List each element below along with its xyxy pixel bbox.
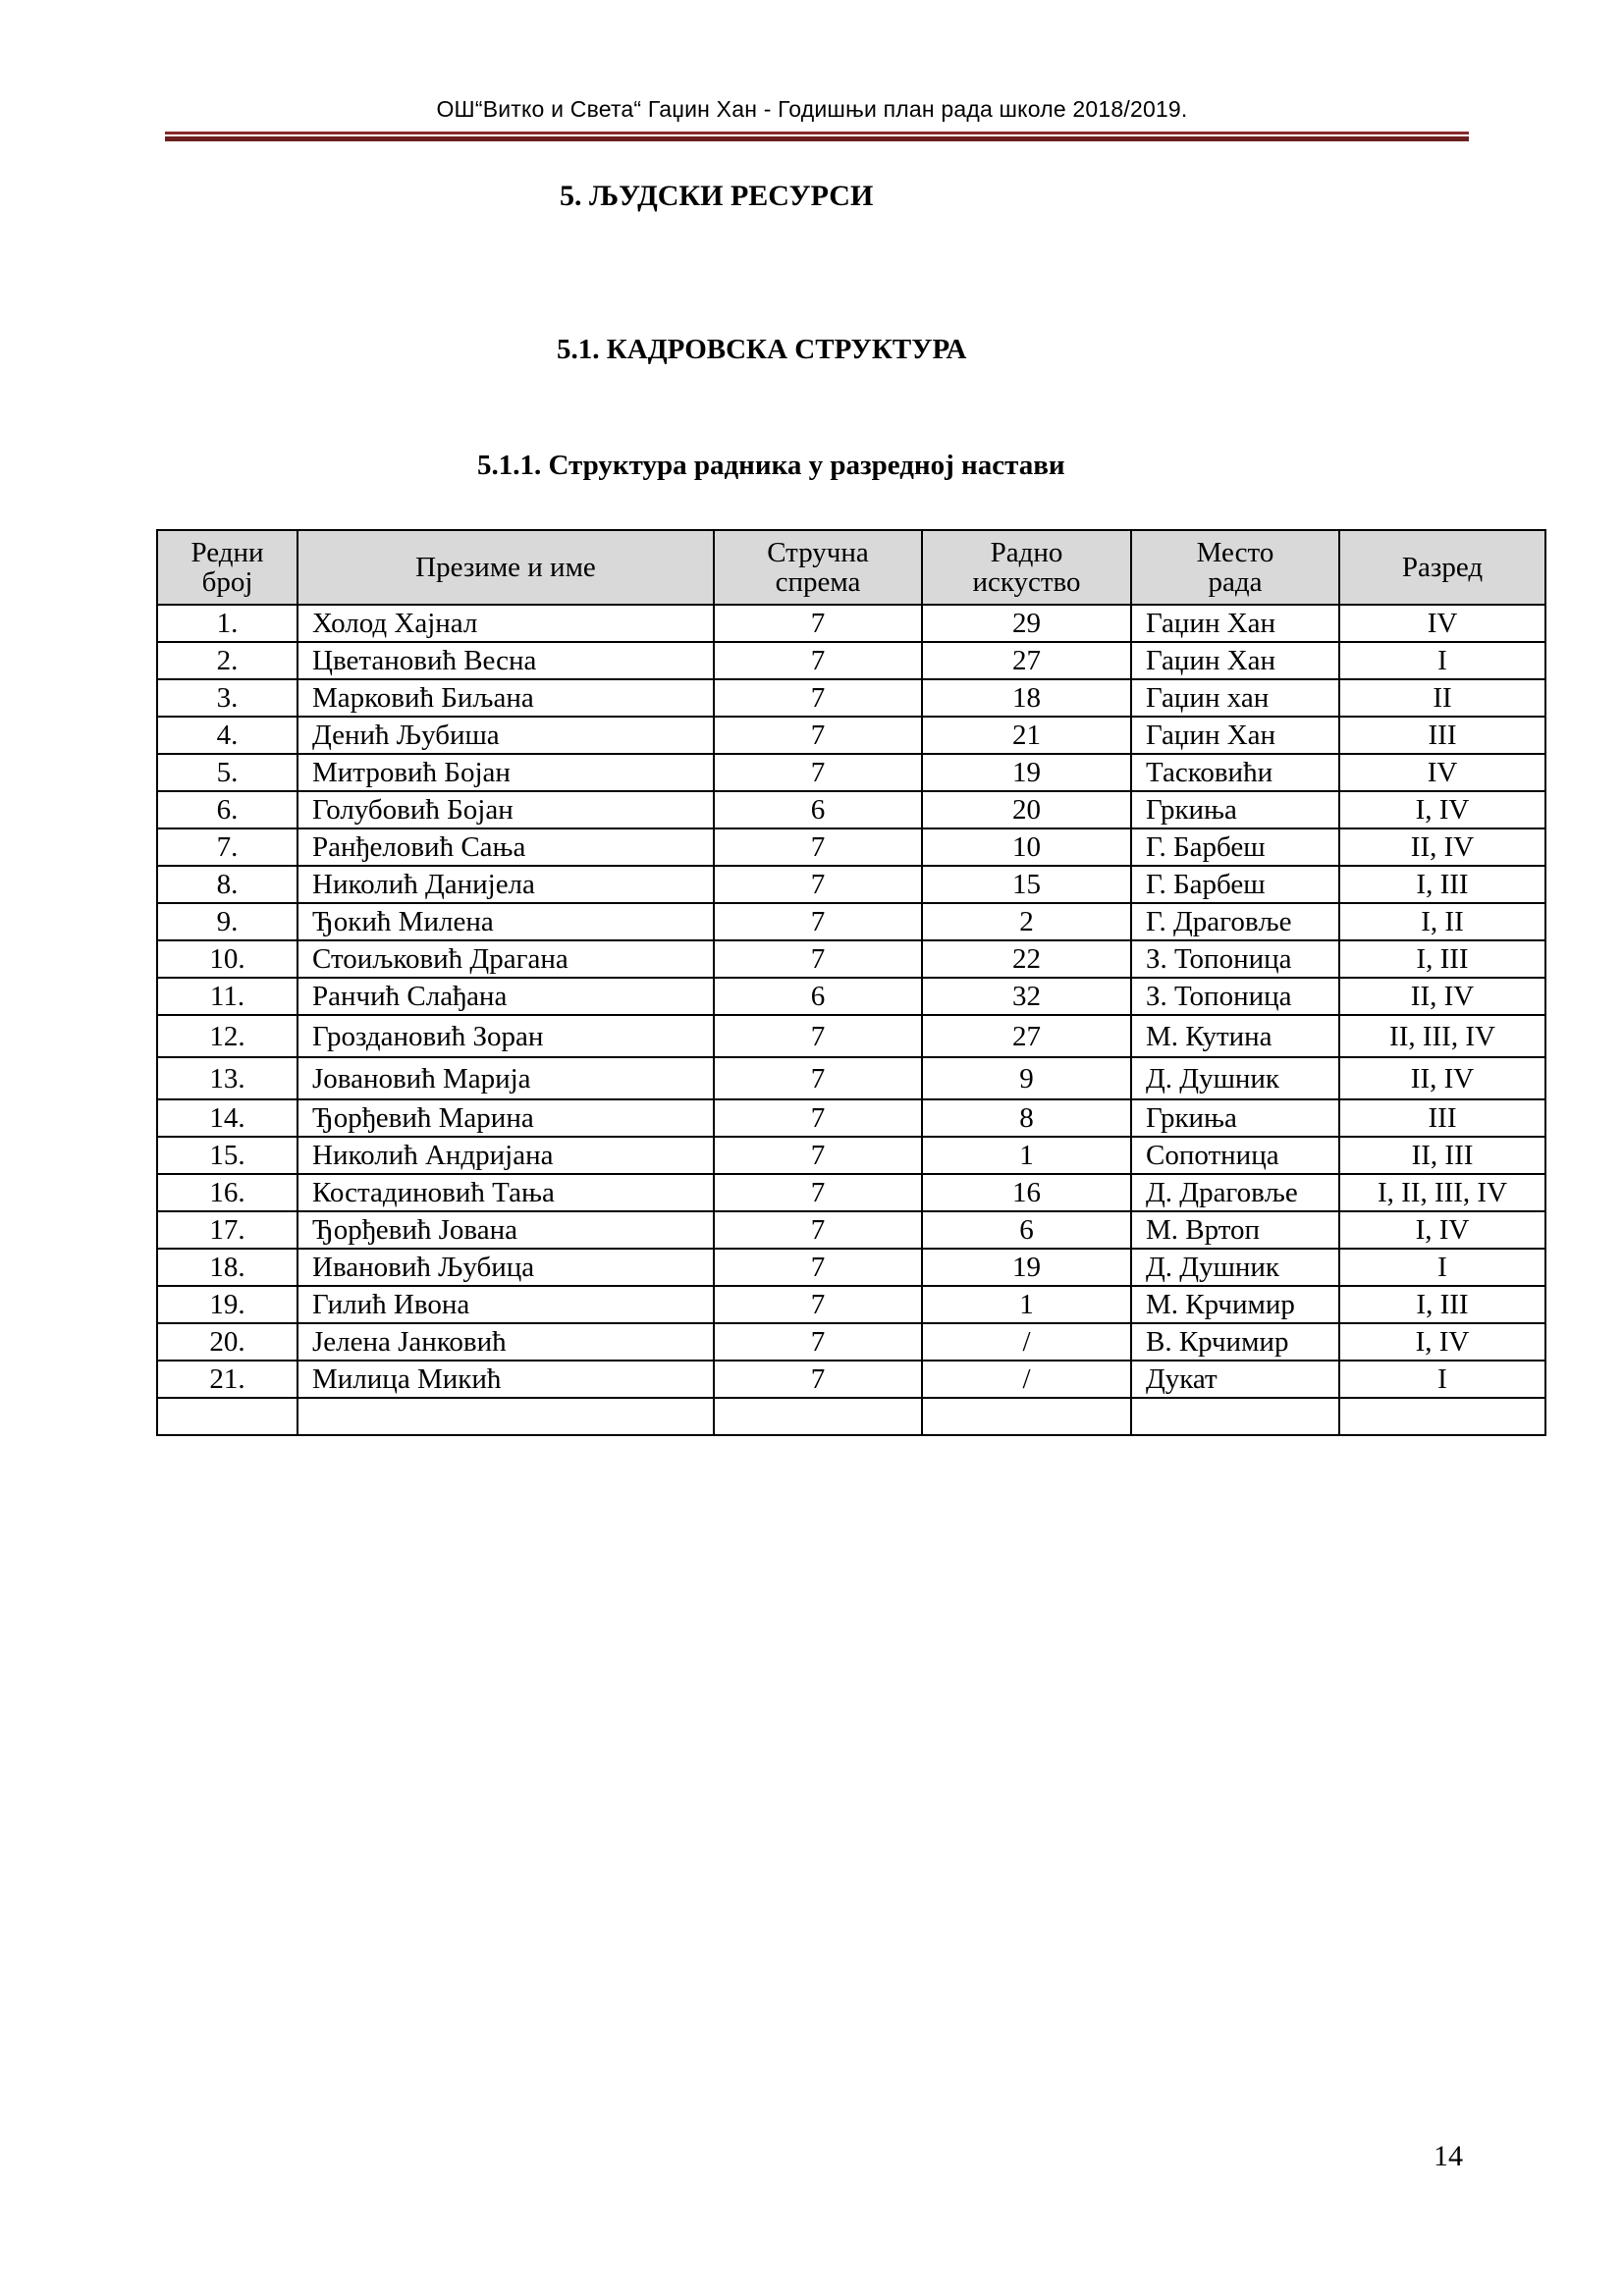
cell-grade: I, IV: [1339, 1323, 1545, 1361]
cell-experience: 6: [922, 1211, 1131, 1249]
cell-name: Ивановић Љубица: [298, 1249, 714, 1286]
table-row: [157, 1286, 1545, 1323]
cell-grade: III: [1339, 1099, 1545, 1137]
empty-cell: [922, 1398, 1131, 1435]
cell-grade: I: [1339, 642, 1545, 679]
header-ordinal: Редни број: [157, 530, 298, 605]
cell-qualification: 7: [714, 1361, 922, 1398]
cell-ordinal: 6.: [157, 791, 298, 828]
cell-qualification: 7: [714, 1015, 922, 1057]
cell-grade: I, III: [1339, 1286, 1545, 1323]
table-row: [157, 754, 1545, 791]
cell-experience: 9: [922, 1057, 1131, 1099]
cell-qualification: 7: [714, 1249, 922, 1286]
cell-name: Костадиновић Тања: [298, 1174, 714, 1211]
cell-ordinal: 20.: [157, 1323, 298, 1361]
empty-cell: [1339, 1398, 1545, 1435]
page-number: 14: [1434, 2140, 1463, 2172]
cell-qualification: 7: [714, 717, 922, 754]
cell-workplace: М. Вртоп: [1131, 1211, 1339, 1249]
cell-experience: 32: [922, 978, 1131, 1015]
cell-name: Николић Данијела: [298, 866, 714, 903]
table-row: [157, 1015, 1545, 1057]
cell-grade: I, IV: [1339, 1211, 1545, 1249]
cell-experience: 20: [922, 791, 1131, 828]
cell-workplace: Г. Драговље: [1131, 903, 1339, 940]
cell-ordinal: 8.: [157, 866, 298, 903]
header-name: Презиме и име: [298, 530, 714, 605]
cell-ordinal: 21.: [157, 1361, 298, 1398]
cell-qualification: 7: [714, 903, 922, 940]
table-row: [157, 679, 1545, 717]
cell-experience: 1: [922, 1137, 1131, 1174]
table-row: [157, 1249, 1545, 1286]
cell-qualification: 6: [714, 791, 922, 828]
table-row: [157, 1057, 1545, 1099]
cell-ordinal: 19.: [157, 1286, 298, 1323]
header-experience: Радно искуство: [922, 530, 1131, 605]
cell-workplace: Д. Душник: [1131, 1249, 1339, 1286]
cell-qualification: 7: [714, 1211, 922, 1249]
cell-workplace: М. Крчимир: [1131, 1286, 1339, 1323]
cell-ordinal: 3.: [157, 679, 298, 717]
cell-experience: 10: [922, 828, 1131, 866]
cell-qualification: 7: [714, 1099, 922, 1137]
cell-ordinal: 7.: [157, 828, 298, 866]
empty-cell: [1131, 1398, 1339, 1435]
cell-qualification: 7: [714, 866, 922, 903]
table-row: [157, 1323, 1545, 1361]
cell-qualification: 7: [714, 605, 922, 642]
cell-experience: 29: [922, 605, 1131, 642]
cell-name: Гилић Ивона: [298, 1286, 714, 1323]
cell-qualification: 7: [714, 1057, 922, 1099]
cell-experience: 27: [922, 642, 1131, 679]
table-row: [157, 940, 1545, 978]
cell-ordinal: 18.: [157, 1249, 298, 1286]
cell-experience: 15: [922, 866, 1131, 903]
cell-name: Ђорђевић Марина: [298, 1099, 714, 1137]
cell-experience: 19: [922, 1249, 1131, 1286]
cell-ordinal: 14.: [157, 1099, 298, 1137]
cell-grade: I, II: [1339, 903, 1545, 940]
cell-grade: II: [1339, 679, 1545, 717]
header-qualification: Стручна спрема: [714, 530, 922, 605]
cell-qualification: 7: [714, 754, 922, 791]
cell-name: Ранчић Слађана: [298, 978, 714, 1015]
cell-experience: 8: [922, 1099, 1131, 1137]
cell-workplace: З. Топоница: [1131, 940, 1339, 978]
cell-experience: 2: [922, 903, 1131, 940]
cell-name: Ђорђевић Јована: [298, 1211, 714, 1249]
cell-grade: II, III, IV: [1339, 1015, 1545, 1057]
cell-workplace: Г. Барбеш: [1131, 828, 1339, 866]
cell-grade: II, III: [1339, 1137, 1545, 1174]
table-row: [157, 1137, 1545, 1174]
cell-workplace: В. Крчимир: [1131, 1323, 1339, 1361]
cell-ordinal: 11.: [157, 978, 298, 1015]
cell-workplace: М. Кутина: [1131, 1015, 1339, 1057]
cell-ordinal: 9.: [157, 903, 298, 940]
cell-qualification: 6: [714, 978, 922, 1015]
header-divider-thin-line: [165, 132, 1469, 134]
cell-name: Голубовић Бојан: [298, 791, 714, 828]
cell-workplace: Гркиња: [1131, 1099, 1339, 1137]
cell-name: Николић Андријана: [298, 1137, 714, 1174]
cell-grade: II, IV: [1339, 978, 1545, 1015]
cell-workplace: Гаџин хан: [1131, 679, 1339, 717]
table-row: [157, 1174, 1545, 1211]
cell-experience: 1: [922, 1286, 1131, 1323]
cell-ordinal: 15.: [157, 1137, 298, 1174]
header-workplace: Место рада: [1131, 530, 1339, 605]
staff-table: [156, 529, 1546, 1436]
cell-experience: 22: [922, 940, 1131, 978]
cell-grade: IV: [1339, 605, 1545, 642]
subsubsection-title: 5.1.1. Структура радника у разредној настави: [477, 450, 1065, 481]
cell-qualification: 7: [714, 1286, 922, 1323]
table-row: [157, 717, 1545, 754]
header-divider: [165, 132, 1469, 142]
header-divider-thick-line: [165, 136, 1469, 141]
cell-grade: II, IV: [1339, 1057, 1545, 1099]
cell-grade: I: [1339, 1361, 1545, 1398]
section-title: 5. ЉУДСКИ РЕСУРСИ: [560, 180, 874, 212]
cell-name: Милица Микић: [298, 1361, 714, 1398]
cell-name: Цветановић Весна: [298, 642, 714, 679]
cell-workplace: Д. Драговље: [1131, 1174, 1339, 1211]
cell-experience: /: [922, 1323, 1131, 1361]
cell-workplace: Д. Душник: [1131, 1057, 1339, 1099]
table-row: [157, 903, 1545, 940]
cell-name: Стоиљковић Драгана: [298, 940, 714, 978]
table-row: [157, 828, 1545, 866]
cell-experience: 21: [922, 717, 1131, 754]
subsection-title: 5.1. КАДРОВСКА СТРУКТУРА: [557, 334, 967, 365]
table-row: [157, 1361, 1545, 1398]
table-header-row: [157, 530, 1545, 605]
cell-workplace: Г. Барбеш: [1131, 866, 1339, 903]
cell-name: Митровић Бојан: [298, 754, 714, 791]
cell-workplace: Гаџин Хан: [1131, 717, 1339, 754]
empty-cell: [298, 1398, 714, 1435]
header-grade: Разред: [1339, 530, 1545, 605]
cell-workplace: Гаџин Хан: [1131, 605, 1339, 642]
cell-ordinal: 12.: [157, 1015, 298, 1057]
table-row: [157, 1099, 1545, 1137]
cell-experience: 18: [922, 679, 1131, 717]
empty-cell: [157, 1398, 298, 1435]
running-header: ОШ“Витко и Света“ Гаџин Хан - Годишњи план рада школе 2018/2019.: [436, 96, 1188, 122]
cell-name: Гроздановић Зоран: [298, 1015, 714, 1057]
cell-workplace: Гркиња: [1131, 791, 1339, 828]
cell-name: Холод Хајнал: [298, 605, 714, 642]
cell-grade: III: [1339, 717, 1545, 754]
cell-qualification: 7: [714, 1323, 922, 1361]
cell-grade: I, II, III, IV: [1339, 1174, 1545, 1211]
cell-ordinal: 17.: [157, 1211, 298, 1249]
table-row: [157, 791, 1545, 828]
cell-workplace: Сопотница: [1131, 1137, 1339, 1174]
cell-grade: I: [1339, 1249, 1545, 1286]
cell-grade: I, III: [1339, 940, 1545, 978]
cell-qualification: 7: [714, 1174, 922, 1211]
cell-name: Јовановић Марија: [298, 1057, 714, 1099]
cell-ordinal: 13.: [157, 1057, 298, 1099]
table-row: [157, 1211, 1545, 1249]
cell-workplace: Тасковићи: [1131, 754, 1339, 791]
cell-experience: /: [922, 1361, 1131, 1398]
table-row-empty: [157, 1398, 1545, 1435]
cell-workplace: Дукат: [1131, 1361, 1339, 1398]
cell-name: Марковић Биљана: [298, 679, 714, 717]
cell-qualification: 7: [714, 679, 922, 717]
cell-experience: 16: [922, 1174, 1131, 1211]
cell-ordinal: 4.: [157, 717, 298, 754]
cell-workplace: Гаџин Хан: [1131, 642, 1339, 679]
table-row: [157, 605, 1545, 642]
cell-ordinal: 5.: [157, 754, 298, 791]
cell-name: Денић Љубиша: [298, 717, 714, 754]
cell-grade: IV: [1339, 754, 1545, 791]
table-row: [157, 642, 1545, 679]
cell-ordinal: 10.: [157, 940, 298, 978]
cell-grade: I, IV: [1339, 791, 1545, 828]
cell-qualification: 7: [714, 828, 922, 866]
cell-experience: 19: [922, 754, 1131, 791]
cell-workplace: З. Топоница: [1131, 978, 1339, 1015]
cell-qualification: 7: [714, 642, 922, 679]
cell-qualification: 7: [714, 1137, 922, 1174]
cell-ordinal: 1.: [157, 605, 298, 642]
cell-name: Ранђеловић Сања: [298, 828, 714, 866]
cell-name: Ђокић Милена: [298, 903, 714, 940]
cell-ordinal: 2.: [157, 642, 298, 679]
table-row: [157, 866, 1545, 903]
table-row: [157, 978, 1545, 1015]
cell-ordinal: 16.: [157, 1174, 298, 1211]
cell-name: Јелена Јанковић: [298, 1323, 714, 1361]
empty-cell: [714, 1398, 922, 1435]
cell-experience: 27: [922, 1015, 1131, 1057]
cell-qualification: 7: [714, 940, 922, 978]
cell-grade: I, III: [1339, 866, 1545, 903]
cell-grade: II, IV: [1339, 828, 1545, 866]
